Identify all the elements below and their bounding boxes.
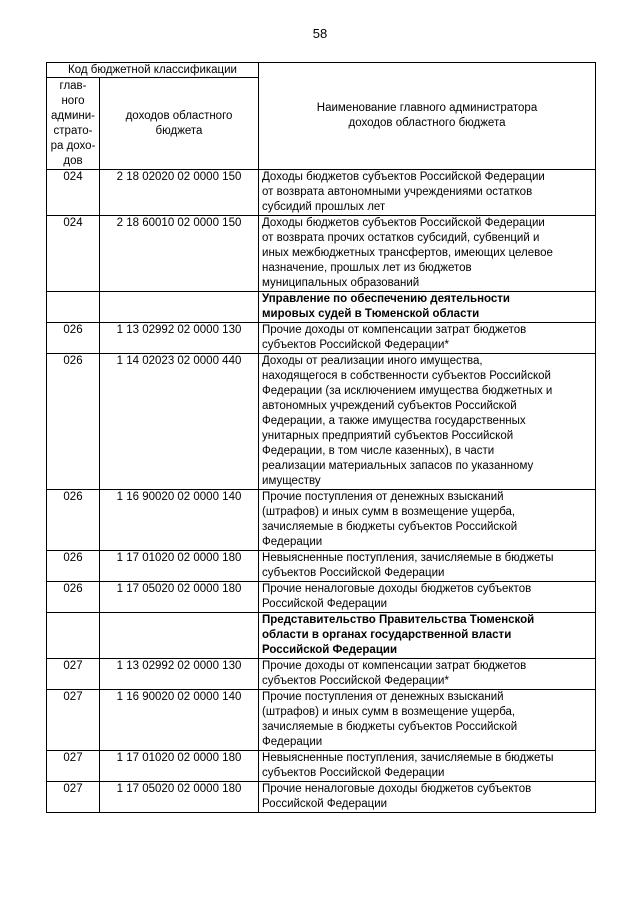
income-code-cell: 2 18 02020 02 0000 150 [100, 170, 259, 216]
admin-code-cell: 027 [47, 751, 100, 782]
income-code-cell: 1 17 01020 02 0000 180 [100, 551, 259, 582]
description-cell [259, 323, 596, 354]
admin-code-cell: 027 [47, 659, 100, 690]
description-cell [259, 690, 596, 751]
admin-code-cell: 024 [47, 170, 100, 216]
budget-code-header: Код бюджетной классификации [47, 63, 259, 78]
table-row [47, 690, 596, 751]
description-line: (штрафов) и иных сумм в возмещение ущерба, [262, 506, 516, 518]
table-row [47, 582, 596, 613]
table-row [47, 659, 596, 690]
description-line: находящегося в собственности субъектов Российской [262, 370, 551, 382]
table-row [47, 490, 596, 551]
description-line: Доходы бюджетов субъектов Российской Федерации [262, 217, 545, 229]
admin-code-cell: 026 [47, 323, 100, 354]
description-line: Российской Федерации [262, 798, 388, 810]
income-code-cell: 1 17 01020 02 0000 180 [100, 751, 259, 782]
admin-code-cell [47, 292, 100, 323]
admin-code-cell: 026 [47, 490, 100, 551]
description-line: Представительство Правительства Тюменской [262, 614, 535, 626]
admin-code-cell: 024 [47, 216, 100, 292]
description-line: унитарных предприятий субъектов Российской [262, 430, 514, 442]
income-code-cell: 2 18 60010 02 0000 150 [100, 216, 259, 292]
income-code-cell: 1 16 90020 02 0000 140 [100, 490, 259, 551]
table-row [47, 551, 596, 582]
name-column-header [259, 63, 596, 170]
admin-code-cell: 026 [47, 354, 100, 490]
description-line: субсидий прошлых лет [262, 201, 386, 213]
description-cell [259, 216, 596, 292]
description-line: Доходы бюджетов субъектов Российской Федерации [262, 171, 545, 183]
income-code-cell: 1 13 02992 02 0000 130 [100, 659, 259, 690]
section-title-cell [259, 613, 596, 659]
description-line: Федерации, в том числе казенных), в части [262, 445, 495, 457]
admin-header-line: ного [61, 95, 85, 107]
admin-column-header [47, 78, 100, 170]
admin-code-cell: 026 [47, 582, 100, 613]
description-line: зачисляемые в бюджеты субъектов Российской [262, 521, 518, 533]
description-line: субъектов Российской Федерации* [262, 339, 449, 351]
description-line: Прочие поступления от денежных взысканий [262, 491, 504, 503]
admin-code-cell: 027 [47, 782, 100, 813]
income-code-cell: 1 16 90020 02 0000 140 [100, 690, 259, 751]
table-row [47, 354, 596, 490]
description-line: от возврата прочих остатков субсидий, субвенций и [262, 232, 540, 244]
admin-header-line: дов [63, 155, 83, 167]
income-code-cell: 1 17 05020 02 0000 180 [100, 582, 259, 613]
admin-header-line: глав- [59, 80, 87, 92]
admin-code-cell: 026 [47, 551, 100, 582]
description-line: Российской Федерации [262, 644, 398, 656]
admin-header-line: страто- [53, 125, 93, 137]
description-line: Невыясненные поступления, зачисляемые в бюджеты [262, 552, 554, 564]
description-line: мировых судей в Тюменской области [262, 308, 480, 320]
description-cell [259, 490, 596, 551]
table-row [47, 751, 596, 782]
income-header-line: бюджета [155, 124, 203, 137]
admin-code-cell [47, 613, 100, 659]
description-line: имуществу [262, 475, 321, 487]
name-header-line: доходов областного бюджета [348, 117, 506, 129]
description-line: Федерации (за исключением имущества бюджетных и [262, 385, 553, 397]
description-line: муниципальных образований [262, 277, 420, 289]
description-line: субъектов Российской Федерации [262, 767, 445, 779]
description-line: Управление по обеспечению деятельности [262, 293, 510, 305]
description-line: области в органах государственной власти [262, 629, 512, 641]
header-row-top [47, 63, 596, 78]
description-cell [259, 582, 596, 613]
description-line: Прочие доходы от компенсации затрат бюджетов [262, 660, 527, 672]
name-header-line: Наименование главного администратора [316, 102, 538, 114]
description-line: Российской Федерации [262, 598, 388, 610]
description-line: Прочие неналоговые доходы бюджетов субъектов [262, 783, 532, 795]
admin-code-cell: 027 [47, 690, 100, 751]
description-line: зачисляемые в бюджеты субъектов Российской [262, 721, 518, 733]
section-row [47, 292, 596, 323]
admin-header-line: админи- [50, 110, 96, 122]
income-code-cell [100, 292, 259, 323]
description-cell [259, 170, 596, 216]
income-code-cell [100, 613, 259, 659]
description-cell [259, 751, 596, 782]
description-cell [259, 782, 596, 813]
description-line: реализации материальных запасов по указанному [262, 460, 534, 472]
description-line: субъектов Российской Федерации [262, 567, 445, 579]
description-line: Федерации [262, 736, 323, 748]
description-line: субъектов Российской Федерации* [262, 675, 449, 687]
table-row [47, 216, 596, 292]
description-line: назначение, прошлых лет из бюджетов [262, 262, 472, 274]
description-line: иных межбюджетных трансфертов, имеющих целевое [262, 247, 553, 259]
income-header-line: доходов областного [125, 109, 233, 122]
description-cell [259, 659, 596, 690]
description-line: автономных учреждений субъектов Российской [262, 400, 517, 412]
table-row [47, 782, 596, 813]
income-code-cell: 1 17 05020 02 0000 180 [100, 782, 259, 813]
description-line: Невыясненные поступления, зачисляемые в бюджеты [262, 752, 554, 764]
description-line: Прочие доходы от компенсации затрат бюджетов [262, 324, 527, 336]
budget-classification-table [46, 62, 596, 813]
description-cell [259, 551, 596, 582]
description-line: от возврата автономными учреждениями остатков [262, 186, 533, 198]
section-title-cell [259, 292, 596, 323]
section-row [47, 613, 596, 659]
table-row [47, 323, 596, 354]
admin-header-line: ра дохо- [50, 140, 96, 152]
description-line: (штрафов) и иных сумм в возмещение ущерба, [262, 706, 516, 718]
income-column-header [100, 78, 259, 170]
income-code-cell: 1 13 02992 02 0000 130 [100, 323, 259, 354]
income-code-cell: 1 14 02023 02 0000 440 [100, 354, 259, 490]
description-line: Федерации [262, 536, 323, 548]
page-number: 58 [312, 26, 328, 41]
description-line: Доходы от реализации иного имущества, [262, 355, 483, 367]
description-line: Прочие поступления от денежных взысканий [262, 691, 504, 703]
description-line: Прочие неналоговые доходы бюджетов субъектов [262, 583, 532, 595]
description-cell [259, 354, 596, 490]
description-line: Федерации, а также имущества государственных [262, 415, 526, 427]
table-row [47, 170, 596, 216]
